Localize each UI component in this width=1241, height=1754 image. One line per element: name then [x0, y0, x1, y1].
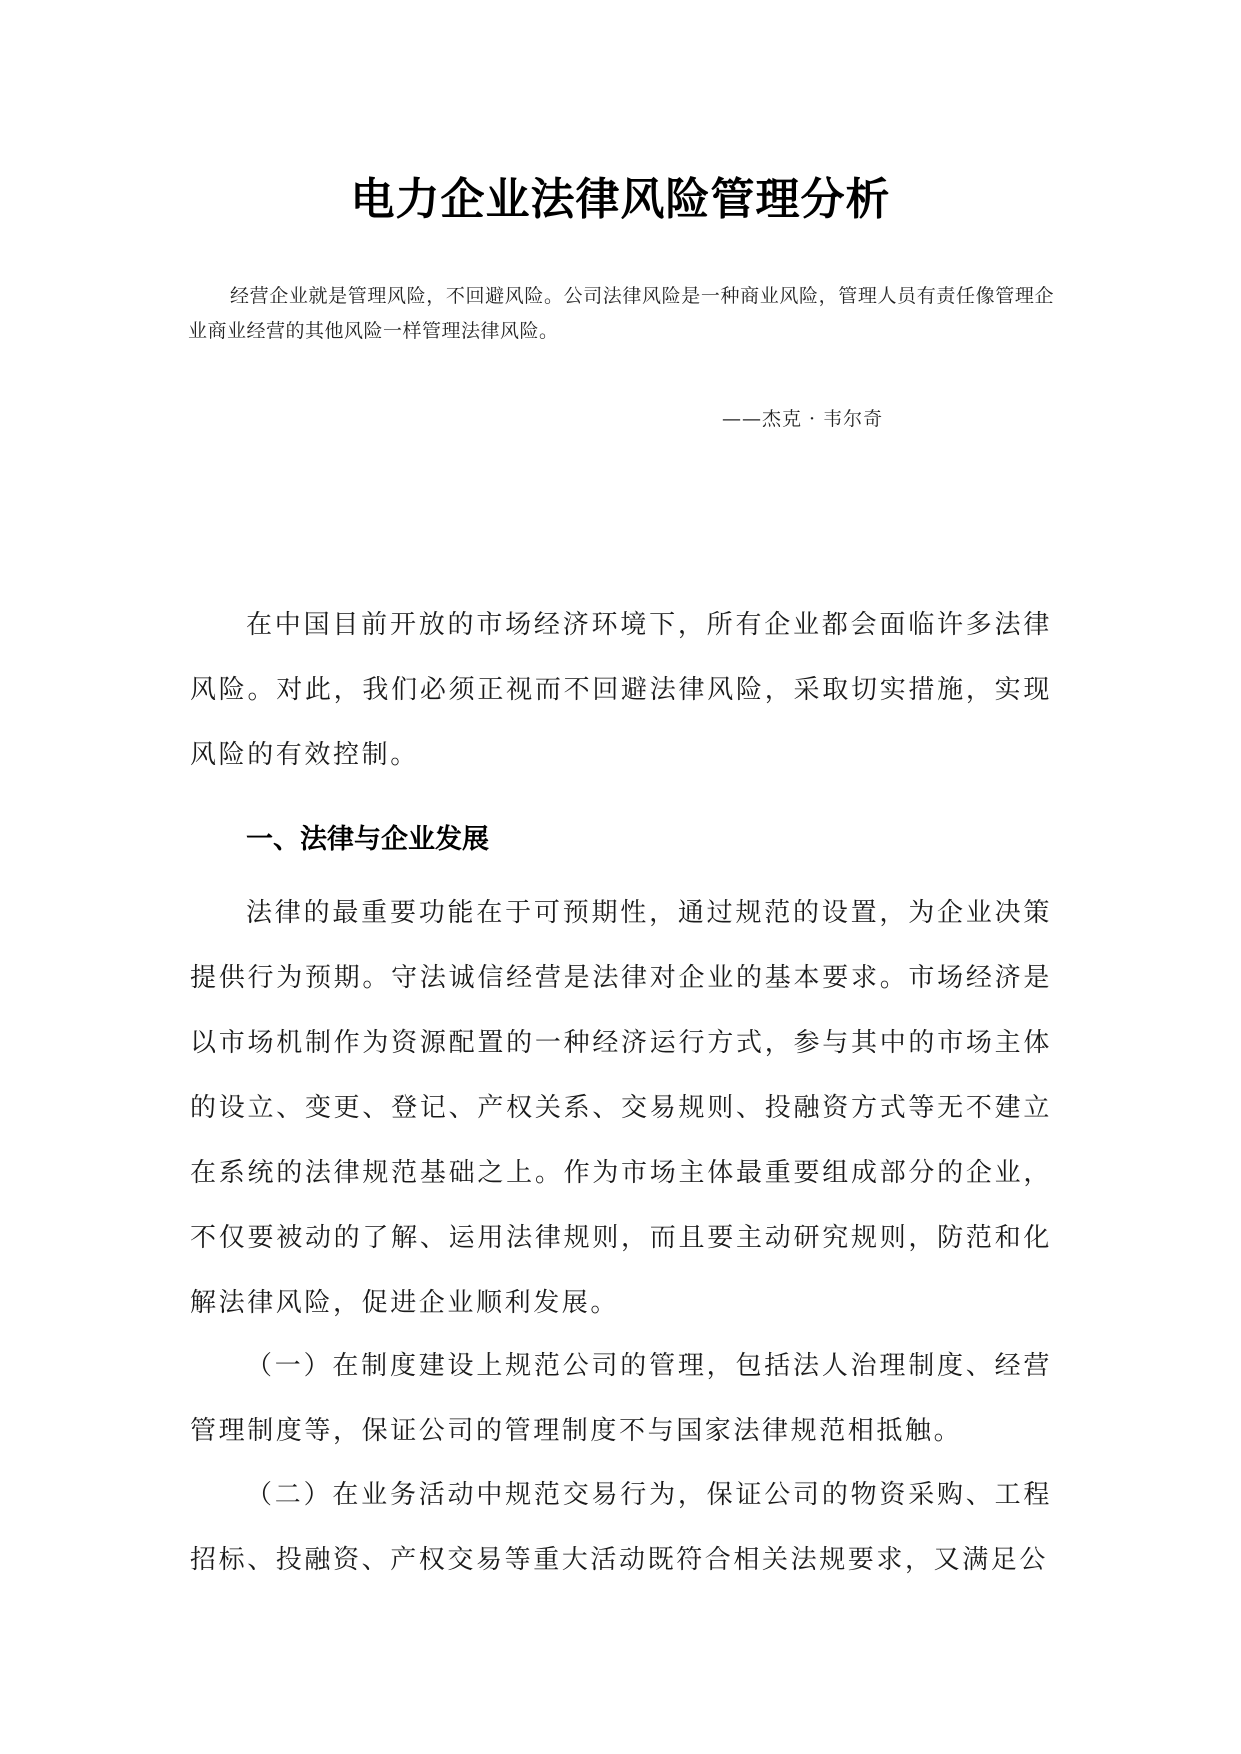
document-title: 电力企业法律风险管理分析 [350, 174, 891, 225]
body-paragraph: （一）在制度建设上规范公司的管理，包括法人治理制度、经营管理制度等，保证公司的管理制度不与国家法律规范相抵触。 [190, 1351, 1052, 1446]
body-paragraph: （二）在业务活动中规范交易行为，保证公司的物资采购、工程招标、投融资、产权交易等重大活动既符合相关法规要求，又满足公 [190, 1480, 1052, 1575]
epigraph-attribution: ——杰克 · 韦尔奇 [722, 408, 884, 430]
intro-paragraph: 在中国目前开放的市场经济环境下，所有企业都会面临许多法律风险。对此，我们必须正视而不回避法律风险，采取切实措施，实现风险的有效控制。 [190, 610, 1052, 770]
section-heading: 一、法律与企业发展 [246, 824, 489, 855]
body-paragraph: 法律的最重要功能在于可预期性，通过规范的设置，为企业决策提供行为预期。守法诚信经营是法律对企业的基本要求。市场经济是以市场机制作为资源配置的一种经济运行方式，参与其中的市场主体的设立、变更、登记、产权关系、交易规则、投融资方式等无不建立在系统的法律规范基础之上。作为市场主体最重要组成部分的企业，不仅要被动的了解、运用法律规则，而且要主动研究规则，防范和化解法律风险，促进企业顺利发展。 [190, 898, 1052, 1318]
epigraph-quote: 经营企业就是管理风险，不回避风险。公司法律风险是一种商业风险，管理人员有责任像管理企业商业经营的其他风险一样管理法律风险。 [188, 285, 1054, 342]
